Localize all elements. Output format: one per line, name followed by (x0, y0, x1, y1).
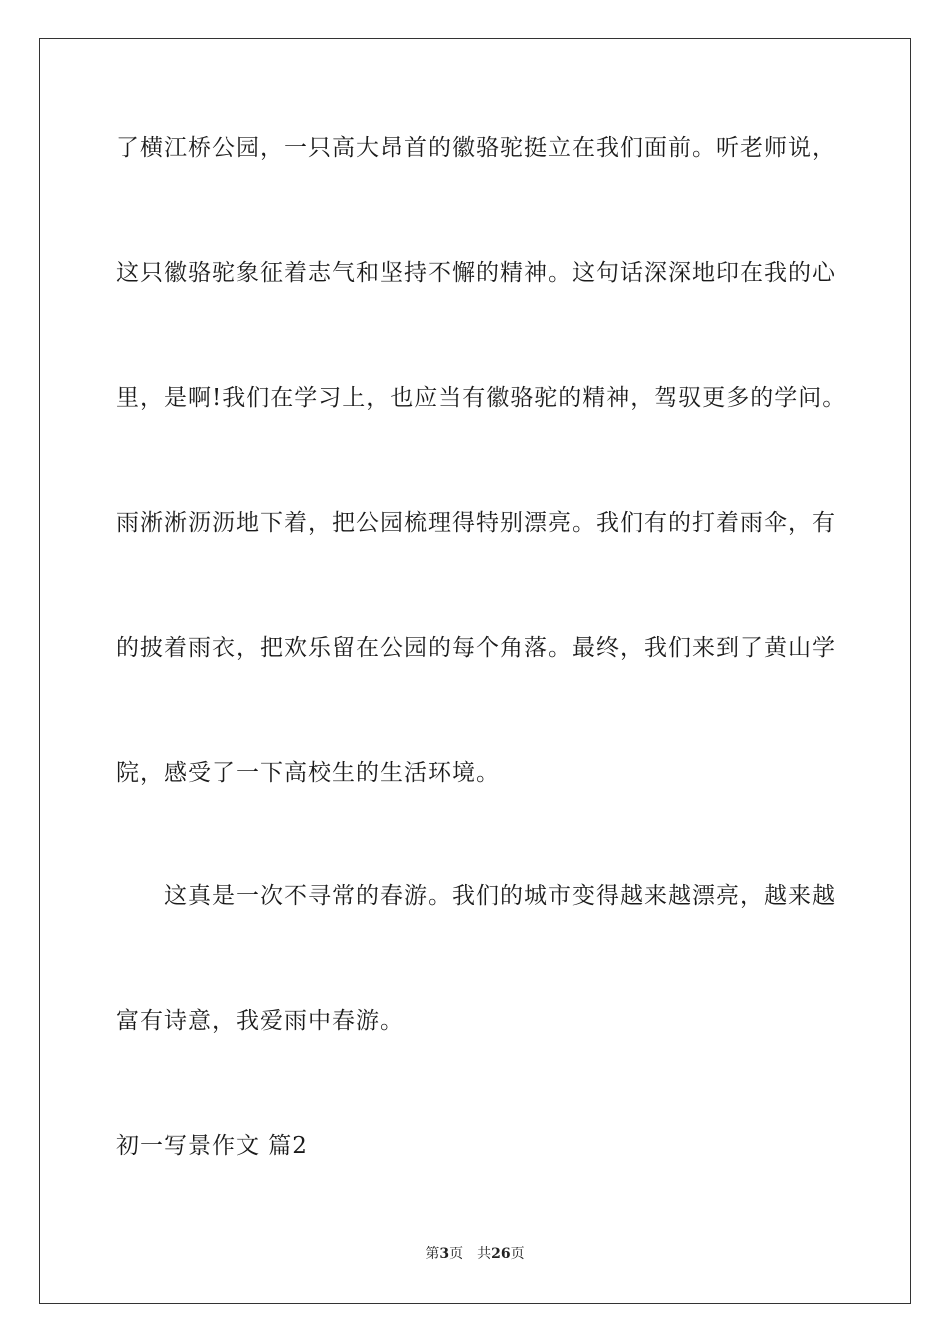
paragraph-start-line: 这真是一次不寻常的春游。我们的城市变得越来越漂亮，越来越 (164, 883, 836, 909)
body-text-line: 的披着雨衣，把欢乐留在公园的每个角落。最终，我们来到了黄山学 (116, 635, 836, 661)
body-text-line: 里，是啊!我们在学习上，也应当有徽骆驼的精神，驾驭更多的学问。 (116, 385, 847, 411)
total-prefix: 共 (477, 1246, 492, 1262)
page-border (39, 38, 911, 1304)
total-page-number: 26 (491, 1246, 511, 1262)
page-prefix: 第 (425, 1246, 440, 1262)
total-suffix: 页 (510, 1246, 525, 1262)
page-footer (0, 1244, 950, 1264)
section-heading: 初一写景作文 篇2 (116, 1133, 308, 1159)
page-suffix: 页 (449, 1246, 464, 1262)
current-page-number: 3 (439, 1246, 450, 1262)
body-text-line: 这只徽骆驼象征着志气和坚持不懈的精神。这句话深深地印在我的心 (116, 260, 836, 286)
body-text-line: 雨淅淅沥沥地下着，把公园梳理得特别漂亮。我们有的打着雨伞，有 (116, 510, 836, 536)
body-text-line: 富有诗意，我爱雨中春游。 (116, 1008, 404, 1034)
body-text-line: 了横江桥公园，一只高大昂首的徽骆驼挺立在我们面前。听老师说， (116, 135, 836, 161)
body-text-line: 院，感受了一下高校生的生活环境。 (116, 760, 500, 786)
